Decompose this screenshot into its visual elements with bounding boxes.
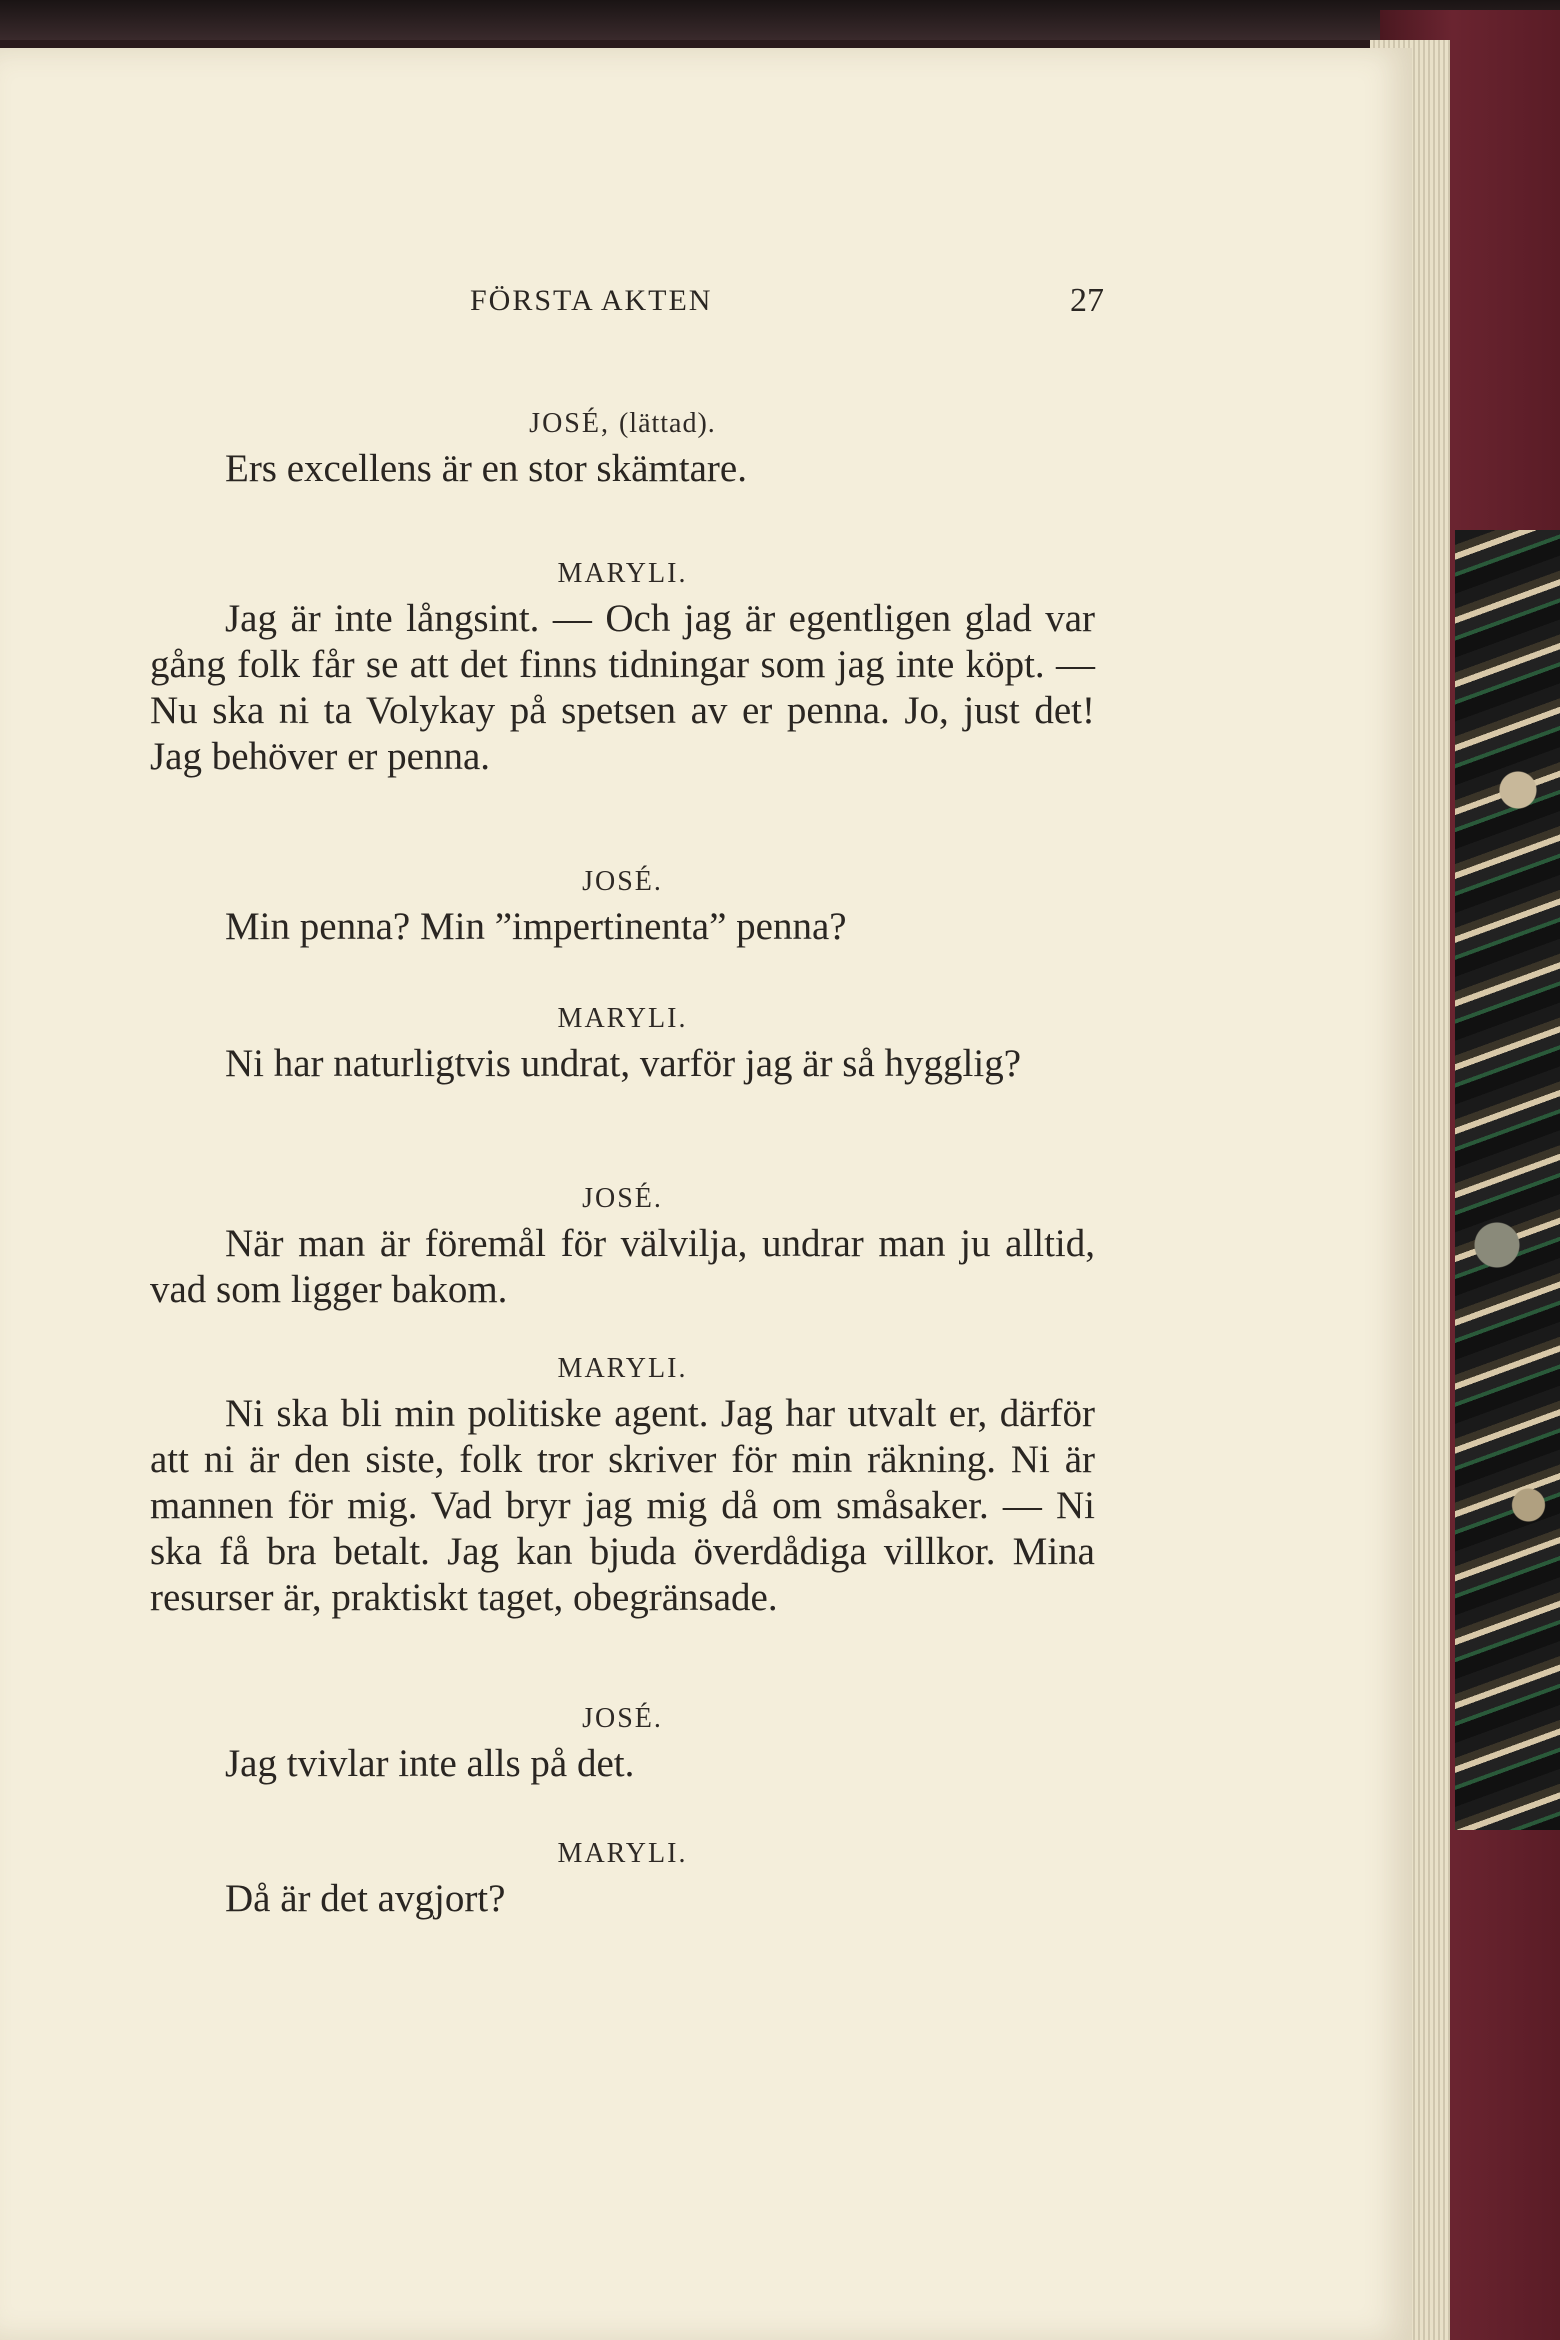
speech-text: Då är det avgjort? (225, 1877, 506, 1920)
dialogue-block (150, 558, 1095, 780)
speaker-line (150, 1003, 1095, 1035)
speaker-name: MARYLI. (557, 1353, 688, 1384)
speaker-line (150, 408, 1095, 440)
dialogue-block (150, 408, 1095, 492)
speaker-name: MARYLI. (557, 1003, 688, 1034)
speaker-line (150, 866, 1095, 898)
speech-text: Min penna? Min ”impertinenta” penna? (225, 905, 847, 948)
speech-text: Jag är inte långsint. — Och jag är egentligen glad var gång folk får se att det finns tidningar som jag inte köpt. — Nu ska ni ta Volykay på spetsen av er penna. Jo, just det! Jag behöver er penna. (150, 597, 1095, 778)
top-shadow-strip (0, 0, 1560, 40)
speaker-name: JOSÉ. (582, 1183, 663, 1214)
speaker-line (150, 1703, 1095, 1735)
dialogue-block (150, 1003, 1095, 1087)
speaker-name: JOSÉ, (529, 408, 610, 439)
speaker-line (150, 1838, 1095, 1870)
speaker-name: MARYLI. (557, 1838, 688, 1869)
speech-text: Ni ska bli min politiske agent. Jag har utvalt er, därför att ni är den siste, folk tror skriver för min räkning. Ni är mannen för mig. Vad bryr jag mig då om småsaker. — Ni ska få bra betalt. Jag kan bjuda överdådiga villkor. Mina resurser är, praktiskt taget, obegränsade. (150, 1392, 1095, 1619)
speech-text: När man är föremål för välvilja, undrar man ju alltid, vad som ligger bakom. (150, 1222, 1095, 1311)
marbled-endpaper (1455, 530, 1560, 1830)
stage-direction: (lättad). (618, 408, 716, 439)
running-title: FÖRSTA AKTEN (470, 284, 713, 317)
speaker-line (150, 1183, 1095, 1215)
dialogue-block (150, 1838, 1095, 1922)
speech-text: Jag tvivlar inte alls på det. (225, 1742, 635, 1785)
book-page (0, 48, 1412, 2340)
speaker-name: MARYLI. (557, 558, 688, 589)
dialogue-block (150, 1353, 1095, 1621)
speech-text: Ni har naturligtvis undrat, varför jag är så hygglig? (225, 1042, 1022, 1085)
speech-text: Ers excellens är en stor skämtare. (225, 447, 747, 490)
speaker-line (150, 1353, 1095, 1385)
dialogue-block (150, 1703, 1095, 1787)
page-number: 27 (1070, 282, 1104, 319)
speaker-name: JOSÉ. (582, 866, 663, 897)
speaker-line (150, 558, 1095, 590)
dialogue-block (150, 1183, 1095, 1313)
dialogue-block (150, 866, 1095, 950)
speaker-name: JOSÉ. (582, 1703, 663, 1734)
